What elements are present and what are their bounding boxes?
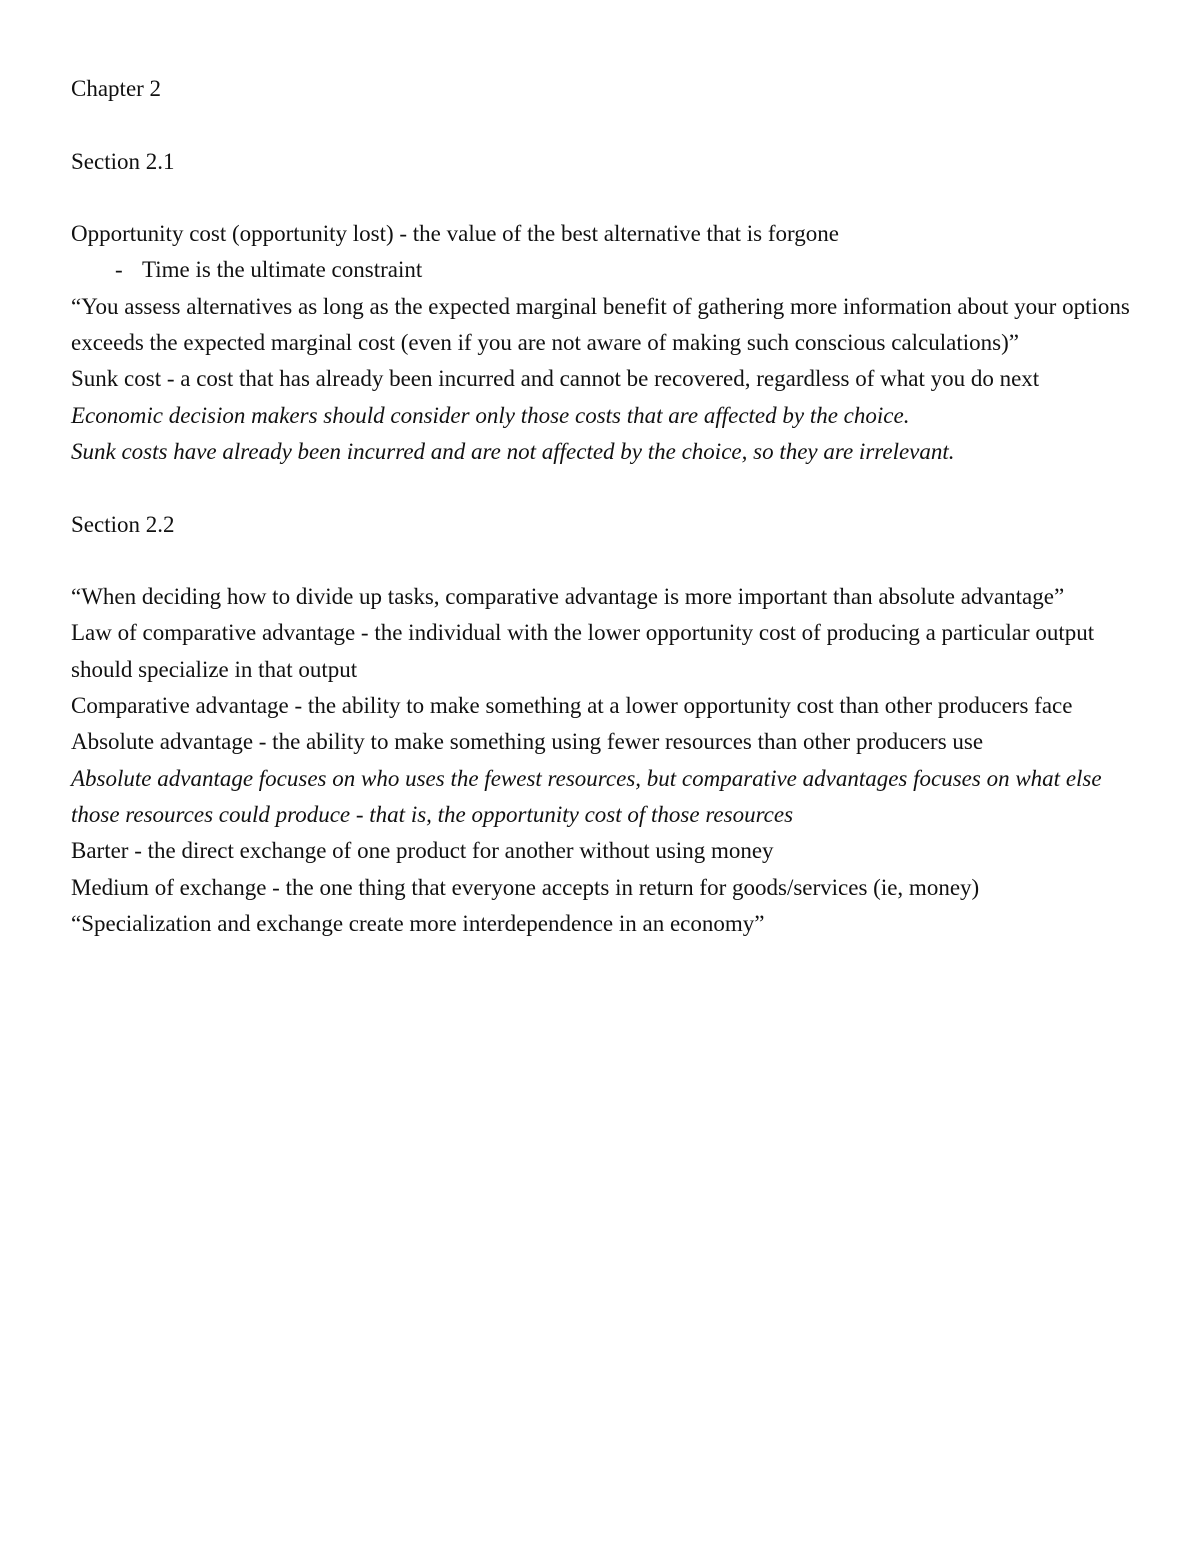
section-2-1-heading: Section 2.1 [71, 148, 175, 174]
law-comparative-advantage-definition: Law of comparative advantage - the individual with the lower opportunity cost of producing a particular output should specialize in that output [71, 620, 1095, 682]
blank-line [71, 180, 1136, 216]
divide-tasks-quote: “When deciding how to divide up tasks, comparative advantage is more important than absolute advantage” [71, 584, 1065, 610]
comparative-advantage-definition: Comparative advantage - the ability to make something at a lower opportunity cost than other producers face [71, 693, 1073, 719]
barter-definition: Barter - the direct exchange of one product for another without using money [71, 838, 774, 864]
italic-note: Economic decision makers should consider only those costs that are affected by the choice. [71, 402, 910, 428]
bullet-text: Time is the ultimate constraint [142, 257, 423, 283]
section-2-2-heading: Section 2.2 [71, 511, 175, 537]
blank-line [71, 470, 1136, 506]
bullet-item [71, 252, 1136, 288]
blank-line [71, 543, 1136, 579]
italic-note: Absolute advantage focuses on who uses the fewest resources, but comparative advantages focuses on what else those resources could produce - that is, the opportunity cost of those resources [71, 765, 1102, 827]
sunk-cost-definition: Sunk cost - a cost that has already been incurred and cannot be recovered, regardless of what you do next [71, 366, 1040, 392]
bullet-dash: - [115, 257, 123, 283]
italic-note: Sunk costs have already been incurred and are not affected by the choice, so they are irrelevant. [71, 438, 955, 464]
chapter-title: Chapter 2 [71, 76, 162, 101]
specialization-quote: “Specialization and exchange create more interdependence in an economy” [71, 910, 765, 936]
assess-alternatives-quote: “You assess alternatives as long as the expected marginal benefit of gathering more information about your options exceeds the expected marginal cost (even if you are not aware of making such conscious calculations)” [71, 293, 1130, 356]
opportunity-cost-definition: Opportunity cost (opportunity lost) - the value of the best alternative that is forgone [71, 221, 839, 247]
absolute-advantage-definition: Absolute advantage - the ability to make something using fewer resources than other producers use [71, 729, 984, 755]
medium-of-exchange-definition: Medium of exchange - the one thing that everyone accepts in return for goods/services (ie, money) [71, 874, 980, 900]
blank-line [71, 107, 1136, 143]
document-body [71, 71, 1136, 942]
